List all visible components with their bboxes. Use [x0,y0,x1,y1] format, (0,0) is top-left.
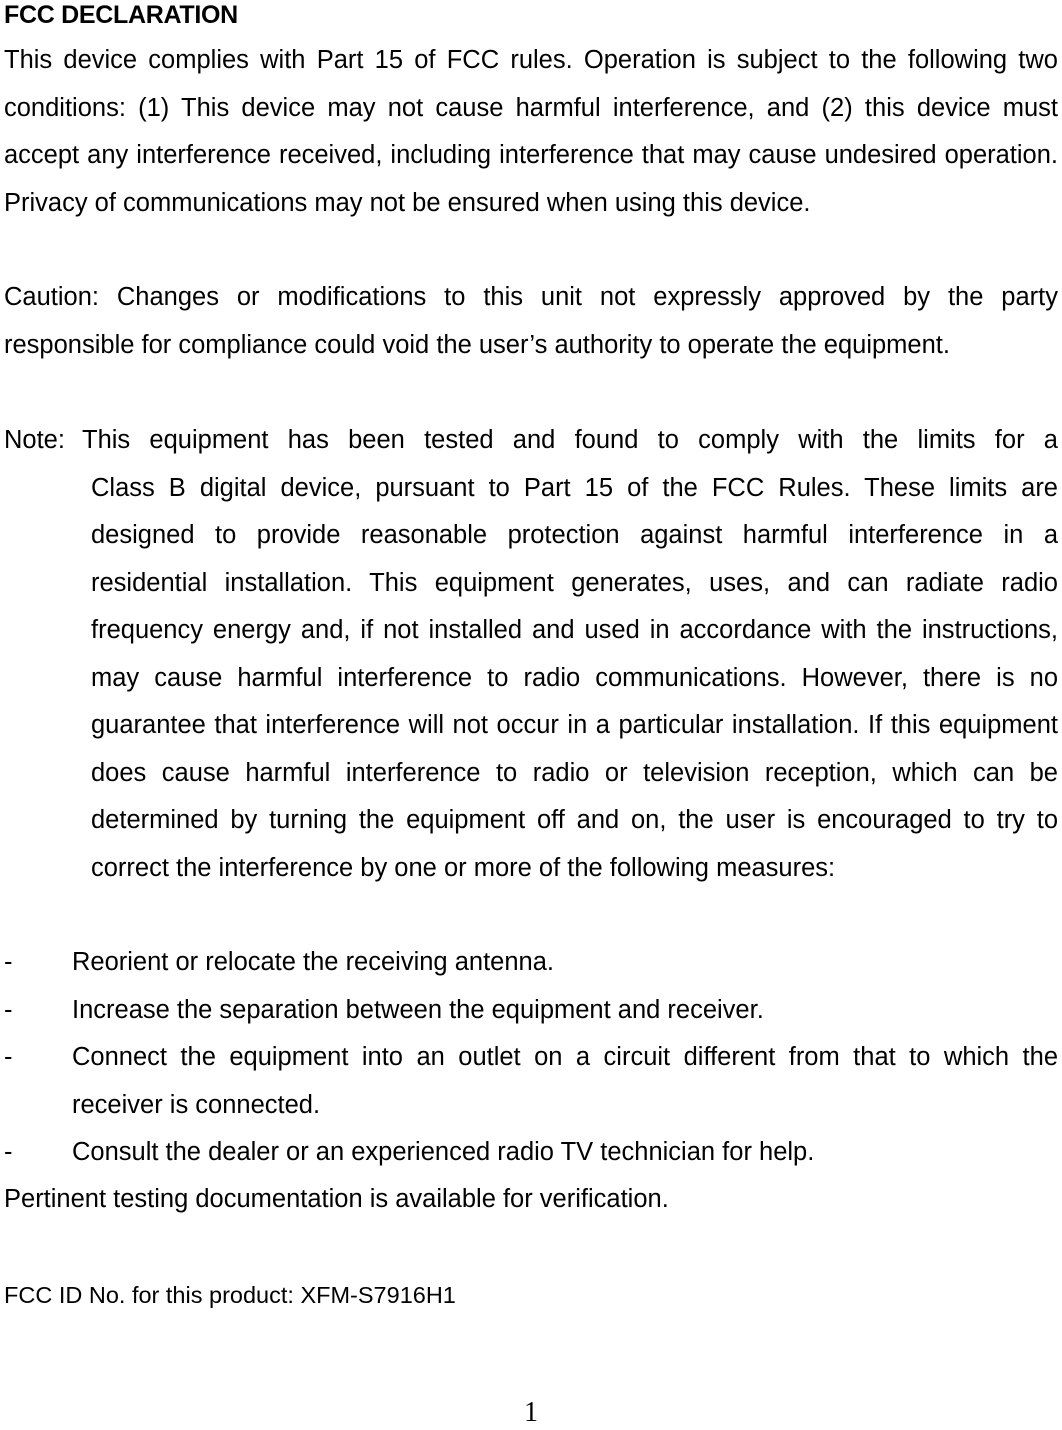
document-title: FCC DECLARATION [4,1,238,29]
list-item-text: Consult the dealer or an experienced radio TV technician for help. [72,1138,815,1166]
compliance-paragraph: This device complies with Part 15 of FCC rules. Operation is subject to the following two conditions: (1) This device may not cause harmful interference, and (2) this device must accept any interference received, including interference that may cause undesired operation. Privacy of communications may not be ensured when using this device. [4,46,1058,217]
list-item-text: Connect the equipment into an outlet on a circuit different from that to which the receiver is connected. [72,1043,1058,1119]
page-number: 1 [524,1397,538,1428]
fcc-id-line: FCC ID No. for this product: XFM-S7916H1 [4,1282,456,1308]
list-bullet: - [4,995,13,1024]
note-label: Note: [4,426,65,454]
measures-list [4,939,1058,1177]
list-item [4,1129,1058,1177]
list-item [4,1034,1058,1129]
list-item [4,987,1058,1035]
list-bullet: - [4,1138,13,1166]
list-item [4,939,1058,987]
note-first-line: This equipment has been tested and found to comply with the limits for a [82,426,1058,454]
note-body: Class B digital device, pursuant to Part 15 of the FCC Rules. These limits are designed to provide reasonable protection against harmful interference in a residential installation. This equipment generates, uses, and can radiate radio frequency energy and, if not installed and used in accordance with the instructions, may cause harmful interference to radio communications. However, there is no guarantee that interference will not occur in a particular installation. If this equipment does cause harmful interference to radio or television reception, which can be determined by turning the equipment off and on, the user is encouraged to try to correct the interference by one or more of the following measures: [91,473,1058,882]
closing-statement: Pertinent testing documentation is available for verification. [4,1185,669,1213]
list-bullet: - [4,1043,13,1071]
caution-paragraph: Caution: Changes or modifications to this unit not expressly approved by the party responsible for compliance could void the user’s authority to operate the equipment. [4,283,1058,359]
list-bullet: - [4,948,13,976]
list-item-text: Increase the separation between the equipment and receiver. [72,995,764,1024]
list-item-text: Reorient or relocate the receiving antenna. [72,948,554,976]
